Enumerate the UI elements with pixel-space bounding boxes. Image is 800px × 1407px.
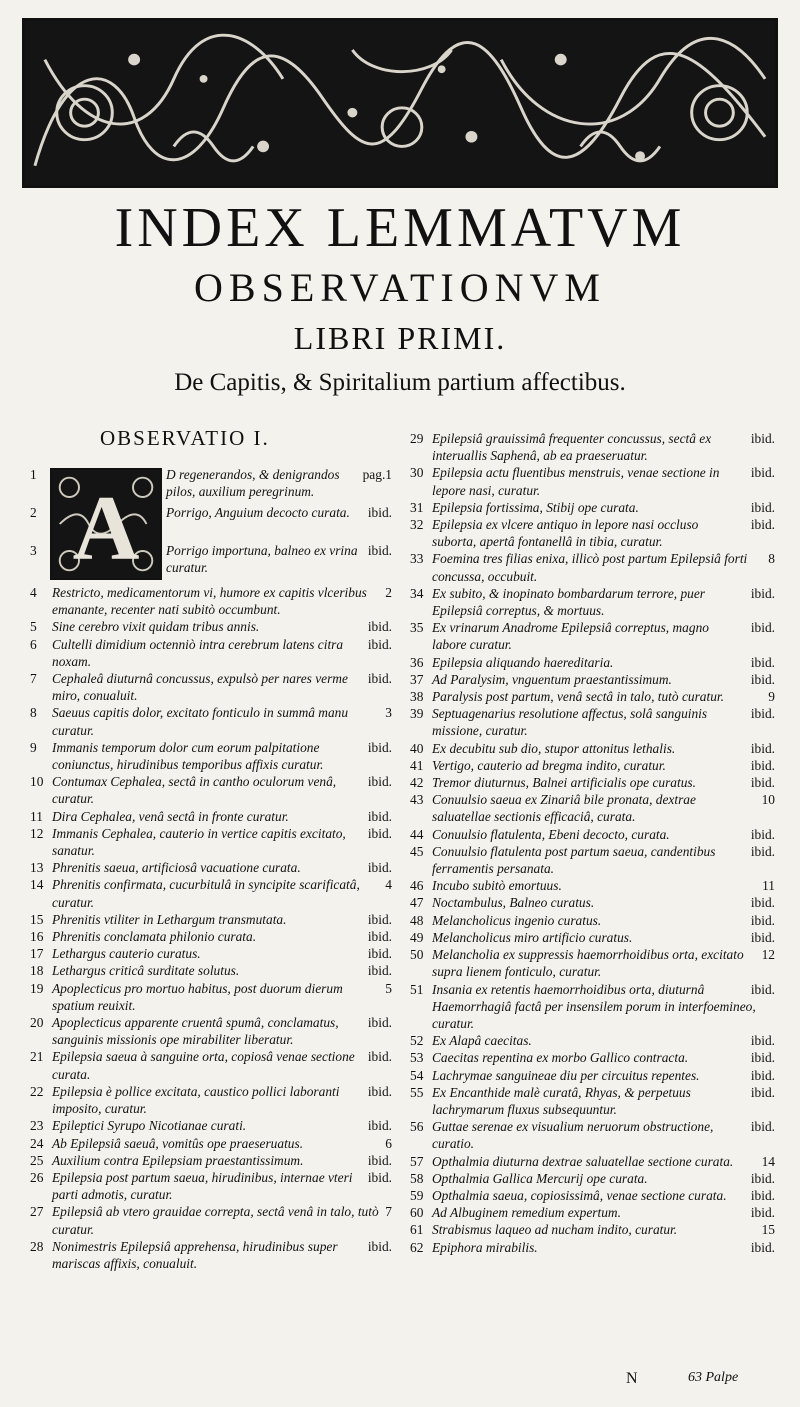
entry-number: 55 <box>410 1084 424 1100</box>
index-entry <box>410 929 775 946</box>
entry-text: Opthalmia diuturna dextrae saluatellae sectione curata. <box>432 1153 734 1169</box>
entry-number: 30 <box>410 465 424 481</box>
dropcap-initial <box>50 468 162 580</box>
page-reference: 3 <box>385 705 392 721</box>
page-reference: ibid. <box>367 636 392 652</box>
entry-number: 44 <box>410 826 424 842</box>
index-entry <box>30 928 392 945</box>
title-line-3: LIBRI PRIMI. <box>293 320 507 356</box>
entry-text: Epilepsia post partum saeua, hirudinibus, internae vteri parti admotis, curatur. <box>52 1169 353 1203</box>
index-entry <box>410 826 775 843</box>
page-reference: ibid. <box>750 671 775 687</box>
entry-number: 42 <box>410 775 424 791</box>
entry-text: Dira Cephalea, venâ sectâ in fronte curatur. <box>52 808 289 824</box>
index-list-right <box>410 430 775 1256</box>
index-entry <box>30 1169 392 1203</box>
page-reference: ibid. <box>367 774 392 790</box>
entry-text: Nonimestris Epilepsiâ apprehensa, hirudinibus super mariscas affixis, conualuit. <box>52 1238 338 1271</box>
page-reference: ibid. <box>367 1049 392 1065</box>
index-entry <box>410 894 775 911</box>
page-reference: ibid. <box>367 739 392 755</box>
entry-text: Phrenitis conclamata philonio curata. <box>52 929 257 945</box>
entry-number: 27 <box>30 1204 44 1220</box>
page-reference: ibid. <box>367 619 392 635</box>
floral-ornament-icon <box>25 21 775 185</box>
page-reference: ibid. <box>367 963 392 979</box>
page-reference: ibid. <box>750 465 775 481</box>
index-entry <box>410 671 775 688</box>
index-entry <box>30 825 392 859</box>
page-reference: 10 <box>761 792 775 808</box>
entry-text: Vertigo, cauterio ad bregma indito, curatur. <box>432 757 666 773</box>
entry-number: 16 <box>30 929 44 945</box>
index-entry <box>30 618 392 635</box>
entry-text: Phrenitis vtiliter in Lethargum transmutata. <box>52 911 287 927</box>
index-entry <box>30 911 392 928</box>
entry-number: 49 <box>410 929 424 945</box>
entry-text: Cephaleâ diuturnâ concussus, expulsò per nares verme miro, conualuit. <box>52 671 348 704</box>
entry-text: Strabismus laqueo ad nucham indito, curatur. <box>432 1222 678 1238</box>
entry-text: Apoplecticus pro mortuo habitus, post duorum dierum spatium reuixit. <box>52 980 343 1013</box>
page-reference: ibid. <box>367 1238 392 1254</box>
page-reference: 12 <box>761 947 775 963</box>
index-entry <box>410 774 775 791</box>
page-reference: ibid. <box>367 1015 392 1031</box>
entry-number: 5 <box>30 619 37 635</box>
page-reference: ibid. <box>367 911 392 927</box>
index-entry <box>410 1067 775 1084</box>
index-entry <box>30 945 392 962</box>
page-reference: ibid. <box>750 895 775 911</box>
entry-text: Cultelli dimidium octenniò intra cerebrum latens citra noxam. <box>52 636 344 669</box>
section-subtitle: De Capitis, & Spiritalium partium affectibus. <box>174 369 626 396</box>
entry-text: Auxilium contra Epilepsiam praestantissimum. <box>52 1152 304 1168</box>
page-reference: ibid. <box>750 826 775 842</box>
index-entry <box>30 739 392 773</box>
index-entry <box>30 1152 392 1169</box>
entry-number: 37 <box>410 671 424 687</box>
entry-text: Apoplecticus apparente cruentâ spumâ, conclamatus, sanguinis missionis ope mirabiliter liberatur. <box>52 1015 339 1048</box>
entry-number: 4 <box>30 585 37 600</box>
entry-number: 10 <box>30 774 44 790</box>
index-entry <box>30 704 392 738</box>
entry-text: Epilepsia saeua à sanguine orta, copiosâ venae sectione curata. <box>52 1049 355 1082</box>
page-reference: ibid. <box>367 929 392 945</box>
entry-text: Epilepsia aliquando haereditaria. <box>432 654 614 670</box>
page-reference: ibid. <box>750 1033 775 1049</box>
entry-text: Ad Albuginem remedium expertum. <box>432 1205 621 1221</box>
entry-text: Epilepsiâ grauissimâ frequenter concussus, sectâ ex interuallis Saphenâ, ab ea praeseruatur. <box>432 431 712 464</box>
index-entry <box>410 1084 775 1118</box>
entry-number: 60 <box>410 1205 424 1221</box>
entry-text: Epilepsia fortissima, Stibij ope curata. <box>432 499 639 515</box>
index-entry <box>30 670 392 704</box>
entry-text: Melancholia ex suppressis haemorrhoidibus orta, excitato supra lienem fonticulo, curatur. <box>432 947 744 980</box>
entry-number: 24 <box>30 1135 44 1151</box>
page-reference: ibid. <box>367 808 392 824</box>
page-reference: ibid. <box>750 1050 775 1066</box>
index-entry <box>410 705 775 739</box>
entry-number: 21 <box>30 1049 44 1065</box>
index-entry <box>410 912 775 929</box>
page-reference: ibid. <box>750 981 775 997</box>
index-entry <box>410 1204 775 1221</box>
index-entry <box>410 946 775 980</box>
entry-number: 25 <box>30 1152 44 1168</box>
index-entry <box>410 740 775 757</box>
entry-number: 32 <box>410 517 424 533</box>
entry-text: Epiphora mirabilis. <box>432 1239 538 1255</box>
page-reference: ibid. <box>750 929 775 945</box>
entry-number: 6 <box>30 636 37 652</box>
title-line-2: OBSERVATIONVM <box>194 265 606 310</box>
entry-number: 26 <box>30 1169 44 1185</box>
entry-number: 59 <box>410 1187 424 1203</box>
entry-number: 45 <box>410 843 424 859</box>
index-entry <box>410 1153 775 1170</box>
page-reference: 5 <box>385 980 392 996</box>
page-reference: ibid. <box>367 860 392 876</box>
entry-text: Phrenitis confirmata, cucurbitulâ in syncipite scarificatâ, curatur. <box>52 877 360 910</box>
entry-number: 18 <box>30 963 44 979</box>
entry-text: Tremor diuturnus, Balnei artificialis ope curatus. <box>432 775 696 791</box>
entry-number: 48 <box>410 912 424 928</box>
page-reference: ibid. <box>750 585 775 601</box>
entry-text: Conuulsio saeua ex Zinariâ bile pronata, dextrae saluatellae sectionis efficaciâ, curata. <box>432 792 696 825</box>
entry-number: 20 <box>30 1015 44 1031</box>
entry-text: Saeuus capitis dolor, excitato fonticulo in summâ manu curatur. <box>52 705 349 738</box>
entry-text: Epilepsia actu fluentibus menstruis, venae sectione in lepore nasi, curatur. <box>432 465 720 498</box>
entry-text: Epileptici Syrupo Nicotianae curati. <box>52 1118 247 1134</box>
entry-text: Conuulsio flatulenta post partum saeua, candentibus ferramentis persanata. <box>432 843 716 877</box>
entry-text: Epilepsia ex vlcere antiquo in lepore nasi occluso suborta, apertâ fontanellâ in tibia, curatur. <box>432 517 699 550</box>
entry-number: 14 <box>30 877 44 893</box>
title-line-1: INDEX LEMMATVM <box>114 197 686 259</box>
page-reference: ibid. <box>750 1205 775 1221</box>
index-entry <box>410 688 775 705</box>
index-entry <box>30 584 392 618</box>
page-reference: ibid. <box>750 1170 775 1186</box>
entry-number: 56 <box>410 1119 424 1135</box>
entry-text: Restricto, medicamentorum vi, humore ex capitis vlceribus emanante, recenter nati subitò occumbunt. <box>52 585 367 618</box>
index-entry <box>30 1203 392 1237</box>
index-entry <box>410 1049 775 1066</box>
index-entry <box>30 1014 392 1048</box>
entry-number: 43 <box>410 792 424 808</box>
page-reference: 8 <box>768 551 775 567</box>
entry-text: Noctambulus, Balneo curatus. <box>432 895 595 911</box>
entry-number: 36 <box>410 654 424 670</box>
page-reference: ibid. <box>750 1084 775 1100</box>
page-reference: 14 <box>761 1153 775 1169</box>
entry-number: 28 <box>30 1238 44 1254</box>
entry-number: 12 <box>30 825 44 841</box>
entry-number: 47 <box>410 895 424 911</box>
page-reference: ibid. <box>750 706 775 722</box>
entry-number: 8 <box>30 705 37 721</box>
entry-text: Immanis Cephalea, cauterio in vertice capitis excitato, sanatur. <box>52 825 346 859</box>
index-entry <box>30 980 392 1014</box>
entry-number: 62 <box>410 1239 424 1255</box>
entry-text: Ad Paralysim, vnguentum praestantissimum. <box>432 671 672 687</box>
index-entry <box>410 619 775 653</box>
entry-number: 52 <box>410 1033 424 1049</box>
index-entry <box>410 499 775 516</box>
index-entry <box>410 550 775 584</box>
entry-number: 35 <box>410 620 424 636</box>
entry-text: Sine cerebro vixit quidam tribus annis. <box>52 619 260 635</box>
entry-text: Paralysis post partum, venâ sectâ in talo, tutò curatur. <box>432 689 724 705</box>
index-entry <box>410 1239 775 1256</box>
entry-number: 22 <box>30 1083 44 1099</box>
entry-number: 29 <box>410 431 424 446</box>
entry-number: 39 <box>410 706 424 722</box>
page-reference: ibid. <box>750 1067 775 1083</box>
page-reference: 2 <box>385 585 392 600</box>
page-reference: ibid. <box>750 912 775 928</box>
page-reference: 6 <box>385 1135 392 1151</box>
entry-number: 31 <box>410 499 424 515</box>
entry-text: Melancholicus miro artificio curatus. <box>432 929 633 945</box>
entry-number: 51 <box>410 981 424 997</box>
entry-text: Epilepsia è pollice excitata, caustico pollici laboranti imposito, curatur. <box>52 1083 340 1117</box>
index-entry <box>410 877 775 894</box>
entry-number: 13 <box>30 860 44 876</box>
page-reference: ibid. <box>367 825 392 841</box>
index-entry <box>410 1032 775 1049</box>
entry-text: Phrenitis saeua, artificiosâ vacuatione curata. <box>52 860 301 876</box>
entry-text: Ex vrinarum Anadrome Epilepsiâ correptus, magno labore curatur. <box>432 620 709 653</box>
entry-text: Insania ex retentis haemorrhoidibus orta, diuturnâ Haemorrhagiâ factâ per insensilem porum in interfoemineo, curatur. <box>432 981 756 1031</box>
page-reference: ibid. <box>750 517 775 533</box>
catchword: 63 Palpe <box>688 1370 739 1385</box>
index-entry <box>410 1118 775 1152</box>
entry-text: Melancholicus ingenio curatus. <box>432 912 602 928</box>
index-entry <box>410 1187 775 1204</box>
entry-number: 57 <box>410 1153 424 1169</box>
index-entry <box>30 636 392 670</box>
page-reference: 9 <box>768 689 775 705</box>
page-reference: ibid. <box>367 1118 392 1134</box>
index-entry <box>30 808 392 825</box>
page-reference: ibid. <box>750 620 775 636</box>
entry-text: Immanis temporum dolor cum eorum palpitatione coniunctus, hirudinibus temporibus affixis curatur. <box>52 739 324 773</box>
entry-number: 53 <box>410 1050 424 1066</box>
entry-number: 15 <box>30 911 44 927</box>
entry-text: Ex Alapâ caecitas. <box>432 1033 532 1049</box>
index-entry <box>410 1221 775 1238</box>
index-entry <box>410 654 775 671</box>
observation-heading: OBSERVATIO I. <box>100 426 270 450</box>
entry-text: Opthalmia Gallica Mercurij ope curata. <box>432 1170 648 1186</box>
index-entry <box>410 1170 775 1187</box>
page-reference: 15 <box>761 1222 775 1238</box>
index-entry <box>410 516 775 550</box>
page-reference: 11 <box>762 878 775 894</box>
page-reference: ibid. <box>750 1239 775 1255</box>
entry-number: 38 <box>410 689 424 705</box>
page-reference: ibid. <box>367 1169 392 1185</box>
index-entry <box>410 585 775 619</box>
entry-number: 23 <box>30 1118 44 1134</box>
entry-number: 7 <box>30 671 37 687</box>
index-entry <box>30 1083 392 1117</box>
page-reference: ibid. <box>367 1083 392 1099</box>
index-entry <box>30 1117 392 1134</box>
page-reference: ibid. <box>750 1119 775 1135</box>
index-entry <box>30 876 392 910</box>
page-reference: ibid. <box>750 654 775 670</box>
index-entry <box>410 464 775 498</box>
entry-text: Ex subito, & inopinato bombardarum terrore, puer Epilepsiâ correptus, & mortuus. <box>432 585 706 619</box>
page-reference: 7 <box>385 1204 392 1220</box>
index-column-left <box>30 466 392 1272</box>
page-reference: ibid. <box>750 499 775 515</box>
decorative-headpiece <box>22 18 778 188</box>
entry-text: Septuagenarius resolutione affectus, solâ sanguinis missione, curatur. <box>432 706 708 739</box>
entry-number: 19 <box>30 980 44 996</box>
dropcap-block: A 1 pag.1 D regenerandos, & denigrandos pilos, auxilium peregrinum. 2 ibid. Porrigo, Anguium decocto curata. 3 ibid. Porrigo importuna, balneo ex vrina curatur. <box>30 467 392 578</box>
entry-text: Contumax Cephalea, sectâ in cantho oculorum venâ, curatur. <box>52 774 337 807</box>
page-reference: ibid. <box>750 1187 775 1203</box>
index-entry <box>30 1238 392 1272</box>
entry-number: 54 <box>410 1067 424 1083</box>
entry-text: Guttae serenae ex visualium neruorum obstructione, curatio. <box>432 1119 714 1152</box>
page-reference: ibid. <box>367 671 392 687</box>
entry-number: 41 <box>410 757 424 773</box>
entry-text: Lethargus criticâ surditate solutus. <box>52 963 240 979</box>
page-reference: 4 <box>385 877 392 893</box>
index-entry <box>410 757 775 774</box>
index-entry <box>30 1135 392 1152</box>
index-entry <box>30 859 392 876</box>
svg-text:A: A <box>72 477 140 578</box>
entry-number: 33 <box>410 551 424 567</box>
page-reference: ibid. <box>750 843 775 859</box>
entry-number: 34 <box>410 585 424 601</box>
page-reference: ibid. <box>750 775 775 791</box>
index-column-right <box>410 430 775 1256</box>
index-entry <box>30 1048 392 1082</box>
page-reference: ibid. <box>750 740 775 756</box>
index-entry <box>410 791 775 825</box>
page-reference: ibid. <box>367 946 392 962</box>
entry-number: 11 <box>30 808 43 824</box>
entry-number: 58 <box>410 1170 424 1186</box>
entry-text: Ex decubitu sub dio, stupor attonitus lethalis. <box>432 740 676 756</box>
page-reference: ibid. <box>750 431 775 446</box>
entry-text: Ex Encanthide malè curatâ, Rhyas, & perpetuus lachrymarum fluxus subsequuntur. <box>432 1084 691 1117</box>
entry-text: Epilepsiâ ab vtero grauidae correpta, sectâ venâ in talo, tutò curatur. <box>52 1204 379 1237</box>
page-reference: ibid. <box>367 1152 392 1168</box>
index-entry <box>30 962 392 979</box>
index-entry <box>410 843 775 877</box>
entry-text: Lachrymae sanguineae diu per circuitus repentes. <box>432 1067 700 1083</box>
index-entry <box>410 981 775 1033</box>
entry-number: 61 <box>410 1222 424 1238</box>
index-entry <box>30 773 392 807</box>
signature-mark: N <box>626 1370 638 1387</box>
entry-text: Conuulsio flatulenta, Ebeni decocto, curata. <box>432 826 670 842</box>
entry-text: Foemina tres filias enixa, illicò post partum Epilepsiâ forti concussa, occubuit. <box>432 551 748 584</box>
page-reference: ibid. <box>750 757 775 773</box>
index-entry <box>410 430 775 464</box>
entry-number: 17 <box>30 946 44 962</box>
entry-number: 9 <box>30 739 37 755</box>
entry-text: Caecitas repentina ex morbo Gallico contracta. <box>432 1050 689 1066</box>
index-list-left <box>30 584 392 1272</box>
entry-text: Ab Epilepsiâ saeuâ, vomitûs ope praeseruatus. <box>52 1135 304 1151</box>
entry-number: 40 <box>410 740 424 756</box>
entry-number: 46 <box>410 878 424 894</box>
entry-text: Opthalmia saeua, copiosissimâ, venae sectione curata. <box>432 1187 727 1203</box>
entry-text: Lethargus cauterio curatus. <box>52 946 201 962</box>
entry-text: Incubo subitò emortuus. <box>432 878 562 894</box>
entry-number: 50 <box>410 947 424 963</box>
